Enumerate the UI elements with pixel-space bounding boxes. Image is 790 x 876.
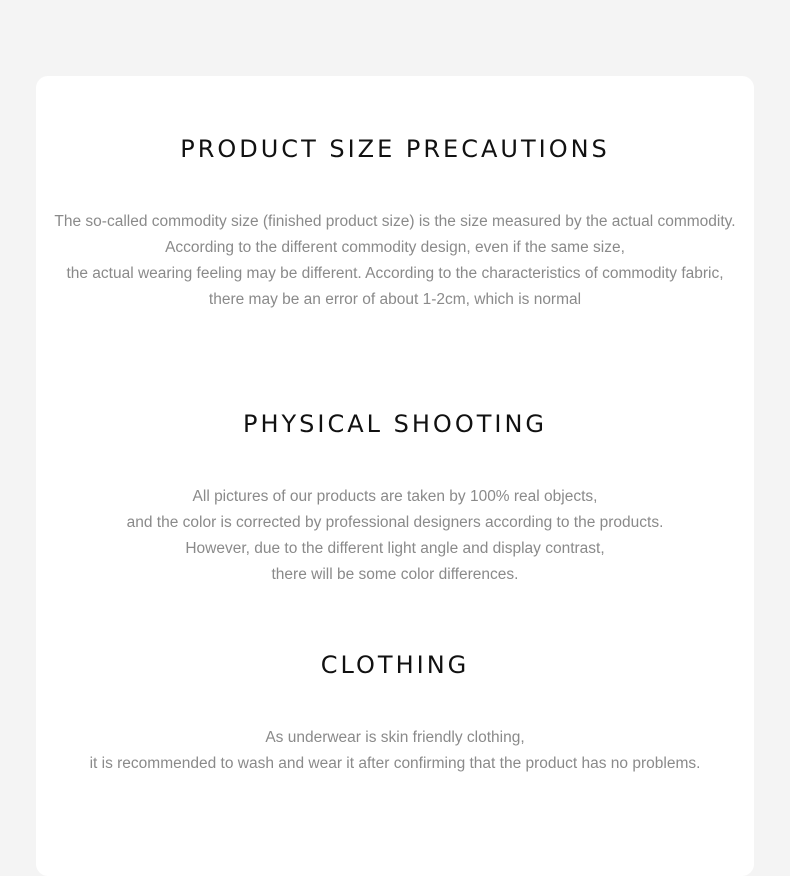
text-line: As underwear is skin friendly clothing, [265, 729, 525, 746]
text-line: All pictures of our products are taken by 100% real objects, [192, 488, 598, 505]
text-line: The so-called commodity size (finished product size) is the size measured by the actual commodity. [54, 213, 736, 230]
section-text-product-size [0, 209, 790, 313]
text-line: there will be some color differences. [271, 566, 519, 583]
text-line: it is recommended to wash and wear it after confirming that the product has no problems. [89, 755, 701, 772]
section-text-physical-shooting [0, 484, 790, 588]
text-line: the actual wearing feeling may be different. According to the characteristics of commodity fabric, [66, 265, 724, 282]
text-line: there may be an error of about 1-2cm, which is normal [208, 291, 582, 308]
text-line: According to the different commodity design, even if the same size, [165, 239, 625, 256]
section-title-product-size: PRODUCT SIZE PRECAUTIONS [180, 135, 610, 163]
section-title-physical-shooting: PHYSICAL SHOOTING [242, 410, 548, 438]
text-line: However, due to the different light angle and display contrast, [185, 540, 605, 557]
section-text-clothing [0, 725, 790, 777]
section-title-clothing: CLOTHING [320, 651, 470, 679]
text-line: and the color is corrected by professional designers according to the products. [126, 514, 664, 531]
